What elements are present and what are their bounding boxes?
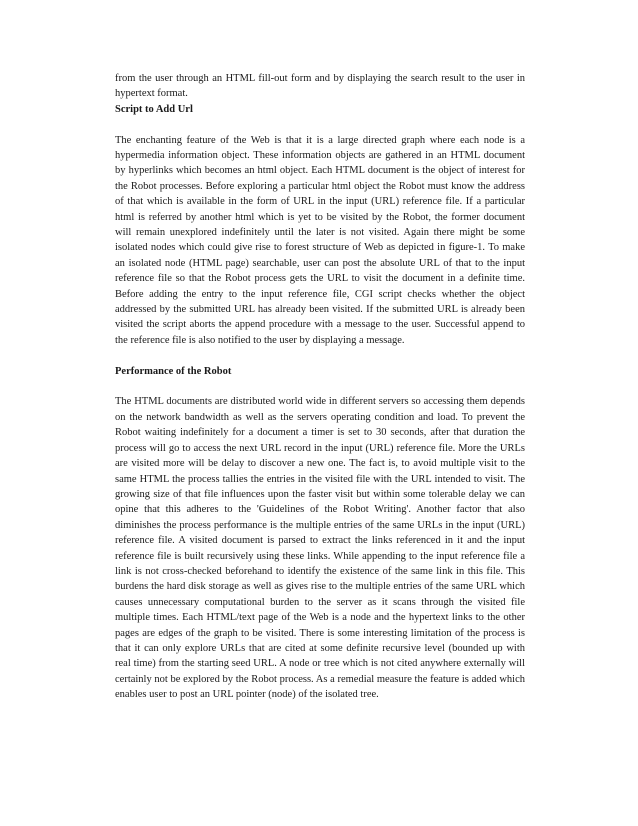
document-page	[115, 71, 525, 703]
section-heading-performance: Performance of the Robot	[115, 365, 232, 377]
section-paragraph-performance: The HTML documents are distributed world wide in different servers so accessing them depends on the network bandwidth as well as the servers operating condition and load. To prevent the Robot waiting indefinitely for a document a timer is set to 30 seconds, after that duration the process will go to access the next URL record in the input (URL) reference file. More the URLs are visited more will be delay to discover a new one. The fact is, to avoid multiple visit to the same HTML the process tallies the entries in the visited file with the URL intended to visit. The growing size of that file influences upon the faster visit but within some tolerable delay we can opine that this adheres to the 'Guidelines of the Robot Writing'. Another factor that also diminishes the process performance is the multiple entries of the same URLs in the input (URL) reference file. A visited document is parsed to extract the links referenced in it and the input reference file is built recursively using these links. While appending to the input reference file a link is not cross-checked beforehand to identify the existence of the same link in this file. This burdens the hard disk storage as well as gives rise to the multiple entries of the same URL which causes unnecessary computational burden to the server as it scans through the visited file multiple times. Each HTML/text page of the Web is a node and the hypertext links to the other pages are edges of the graph to be visited. There is some interesting limitation of the process is that it can only explore URLs that are cited at some definite recursive level (bounded up with real time) from the starting seed URL. A node or tree which is not cited anywhere externally will certainly not be explored by the Robot process. As a remedial measure the feature is added which enables user to post an URL pointer (node) of the isolated tree.	[115, 396, 525, 701]
section-heading-script-to-add-url: Script to Add Url	[115, 103, 193, 115]
section-paragraph-script-to-add-url: The enchanting feature of the Web is that it is a large directed graph where each node is a hypermedia information object. These information objects are gathered in an HTML document by hyperlinks which becomes an html object. Each HTML document is the object of interest for the Robot processes. Before exploring a particular html object the Robot must know the address of that which is available in the form of URL in the input (URL) reference file. If a particular html is referred by another html which is yet to be visited by the Robot, the former document will remain unexplored indefinitely until the later is not visited. Again there might be some isolated nodes which could give rise to forest structure of Web as depicted in figure-1. To make an isolated node (HTML page) searchable, user can post the absolute URL of that to the input reference file so that the Robot process gets the URL to visit the document in a definite time. Before adding the entry to the input reference file, CGI script checks whether the object addressed by the submitted URL has already been visited. If the submitted URL is already been visited the script aborts the append procedure with a message to the user. Successful append to the reference file is also notified to the user by displaying a message.	[115, 134, 525, 346]
intro-paragraph: from the user through an HTML fill-out form and by displaying the search result to the user in hypertext format.	[115, 73, 525, 100]
